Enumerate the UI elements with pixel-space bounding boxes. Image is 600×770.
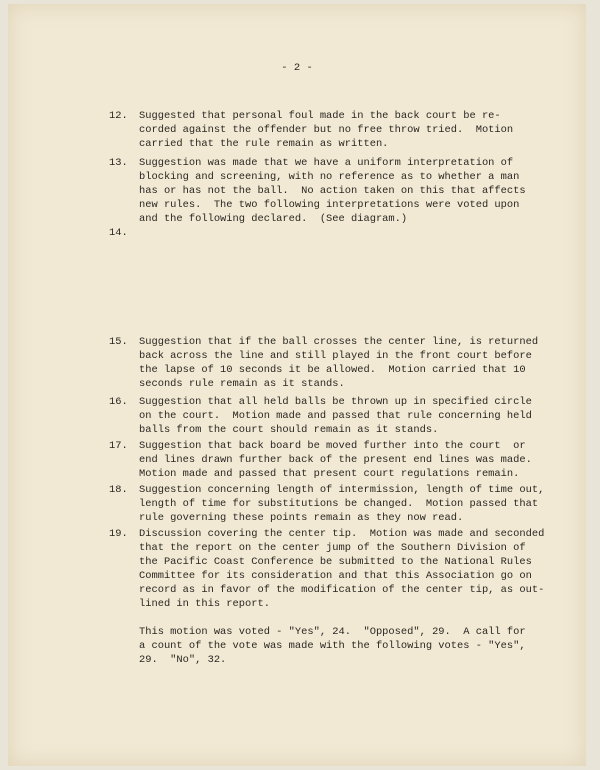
item-text-line: blocking and screening, with no reference as to whether a man xyxy=(139,171,520,183)
item-text-line: seconds rule remain as it stands. xyxy=(139,378,345,390)
item-text-line: the lapse of 10 seconds it be allowed. Motion carried that 10 xyxy=(139,364,526,376)
item-number: 12. xyxy=(109,110,128,122)
item-text-line: end lines drawn further back of the present end lines was made. xyxy=(139,454,532,466)
item-text-line: Suggestion was made that we have a uniform interpretation of xyxy=(139,157,514,169)
item-text-line: length of time for substitutions be changed. Motion passed that xyxy=(139,498,539,510)
minutes-item-13 xyxy=(109,156,549,226)
vote-result-line: 29. "No", 32. xyxy=(139,654,227,666)
item-text-line: has or has not the ball. No action taken on this that affects xyxy=(139,185,526,197)
item-text-line: Suggested that personal foul made in the back court be re- xyxy=(139,110,501,122)
item-number: 18. xyxy=(109,484,128,496)
minutes-item-18 xyxy=(109,483,549,525)
page-number: - 2 - xyxy=(281,62,313,74)
item-text-line: on the court. Motion made and passed that rule concerning held xyxy=(139,410,532,422)
item-text-line: carried that the rule remain as written. xyxy=(139,138,389,150)
item-text-line: Committee for its consideration and that this Association go on xyxy=(139,570,532,582)
diagram-area xyxy=(148,244,498,334)
minutes-item-15 xyxy=(109,335,549,391)
minutes-item-16 xyxy=(109,395,549,437)
minutes-item-19 xyxy=(109,527,549,667)
item-text-line: Suggestion that if the ball crosses the center line, is returned xyxy=(139,336,539,348)
item-text-line: Suggestion that back board be moved further into the court or xyxy=(139,440,526,452)
item-number: 15. xyxy=(109,336,128,348)
item-text-line: new rules. The two following interpretations were voted upon xyxy=(139,199,520,211)
item-text-line: Motion made and passed that present court regulations remain. xyxy=(139,468,520,480)
minutes-item-12 xyxy=(109,109,549,151)
vote-result-line: a count of the vote was made with the following votes - "Yes", xyxy=(139,640,526,652)
item-text-line: that the report on the center jump of the Southern Division of xyxy=(139,542,526,554)
item-text-line: rule governing these points remain as they now read. xyxy=(139,512,464,524)
item-text-line: Suggestion concerning length of intermission, length of time out, xyxy=(139,484,545,496)
item-text-line: corded against the offender but no free throw tried. Motion xyxy=(139,124,514,136)
item-text-line: and the following declared. (See diagram.) xyxy=(139,213,408,225)
item-text-line: balls from the court should remain as it stands. xyxy=(139,424,439,436)
item-text-line: Discussion covering the center tip. Motion was made and seconded xyxy=(139,528,545,540)
item-text-line: lined in this report. xyxy=(139,598,270,610)
item-text-line: Suggestion that all held balls be thrown up in specified circle xyxy=(139,396,532,408)
item-number: 13. xyxy=(109,157,128,169)
item-number: 16. xyxy=(109,396,128,408)
item-text-line: back across the line and still played in the front court before xyxy=(139,350,532,362)
document-page xyxy=(8,4,586,766)
item-text-line: record as in favor of the modification of the center tip, as out- xyxy=(139,584,545,596)
item-number: 19. xyxy=(109,528,128,540)
minutes-item-17 xyxy=(109,439,549,481)
item-number: 14. xyxy=(109,227,128,239)
item-number: 17. xyxy=(109,440,128,452)
vote-result-line: This motion was voted - "Yes", 24. "Opposed", 29. A call for xyxy=(139,626,526,638)
item-text-line: the Pacific Coast Conference be submitted to the National Rules xyxy=(139,556,532,568)
